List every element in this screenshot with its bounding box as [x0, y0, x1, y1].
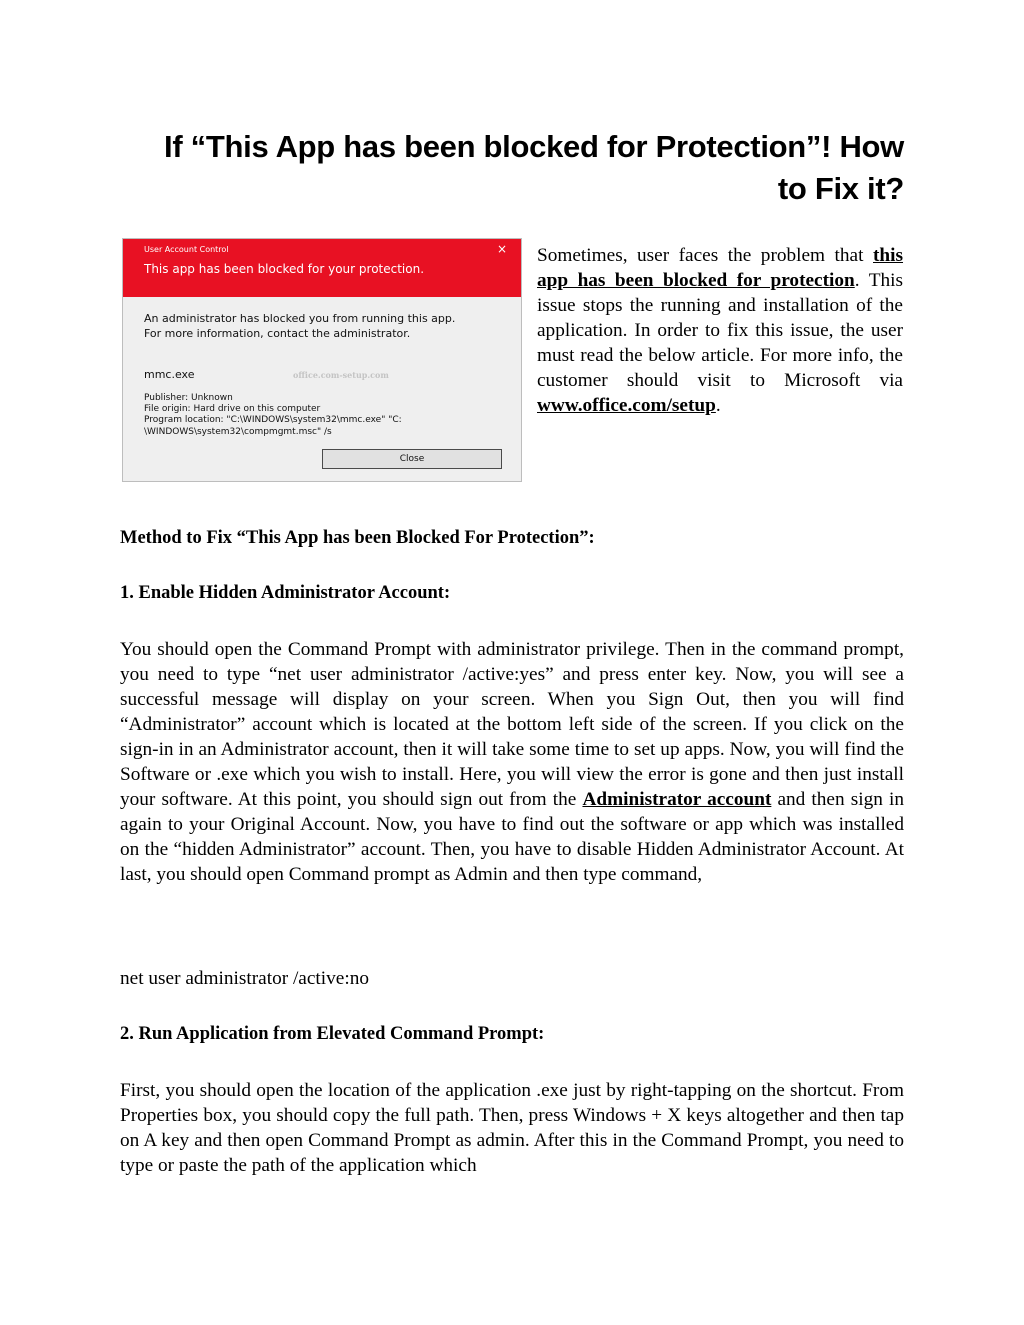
section1-text-2: and then sign in again to your Original Account. Now, you have to find out the software or app which was installed on the “hidden Administrator” account. Then, you have to disable Hidden Administrator Account. At last, you should open Command prompt as Admin and then type command, [120, 789, 904, 885]
administrator-account-link[interactable]: Administrator account [582, 789, 772, 810]
title-line-1: If “This App has been blocked for Protection”! How [164, 129, 904, 164]
dialog-file-origin: File origin: Hard drive on this computer [144, 404, 321, 415]
section1-heading: 1. Enable Hidden Administrator Account: [120, 583, 451, 603]
intro-text-end: . [715, 395, 721, 416]
section2-heading: 2. Run Application from Elevated Command Prompt: [120, 1024, 545, 1044]
title-line-2: to Fix it? [777, 171, 904, 206]
dialog-exe-name: mmc.exe [144, 368, 195, 381]
dialog-message: An administrator has blocked you from running this app. For more information, contact the administrator. [144, 312, 456, 340]
section1-paragraph [120, 637, 904, 887]
disable-command: net user administrator /active:no [120, 968, 369, 989]
intro-text-2: . This issue stops the running and installation of the application. In order to fix this issue, the user must read the below article. For more info, the customer should visit to Microsoft via [537, 270, 903, 391]
dialog-headline: This app has been blocked for your protection. [144, 262, 425, 276]
dialog-publisher: Publisher: Unknown [144, 393, 233, 403]
close-icon: × [496, 242, 507, 256]
dialog-program-location: Program location: "C:\WINDOWS\system32\mmc.exe" "C: \WINDOWS\system32\compmgmt.msc" /s [144, 415, 402, 437]
intro-paragraph [537, 243, 903, 418]
dialog-caption: User Account Control [144, 245, 229, 254]
uac-dialog-screenshot [122, 238, 522, 482]
section1-text-1: You should open the Command Prompt with administrator privilege. Then in the command prompt, you need to type “net user administrator /active:yes” and press enter key. Now, you will see a successful message will display on your screen. When you Sign Out, then you will find “Administrator” account which is located at the bottom left side of the screen. If you click on the sign-in in an Administrator account, then it will take some time to set up apps. Now, you will find the Software or .exe which you wish to install. Here, you will view the error is gone and then just install your software. At this point, you should sign out from the [120, 639, 904, 810]
dialog-close-button: Close [322, 449, 502, 469]
dialog-details [144, 393, 514, 438]
office-setup-link[interactable]: www.office.com/setup [537, 395, 716, 416]
section2-paragraph: First, you should open the location of the application .exe just by right-tapping on the shortcut. From Properties box, you should copy the full path. Then, press Windows + X keys altogether and then tap on A key and then open Command Prompt as admin. After this in the Command Prompt, you need to type or paste the path of the application which [120, 1080, 904, 1176]
method-heading: Method to Fix “This App has been Blocked For Protection”: [120, 528, 595, 548]
dialog-header [123, 239, 521, 297]
intro-text-1: Sometimes, user faces the problem that [537, 245, 864, 266]
page-title [120, 126, 904, 210]
blocked-for-protection-link[interactable]: this app has been blocked for protection [537, 245, 904, 291]
dialog-watermark: office.com-setup.com [293, 370, 389, 380]
